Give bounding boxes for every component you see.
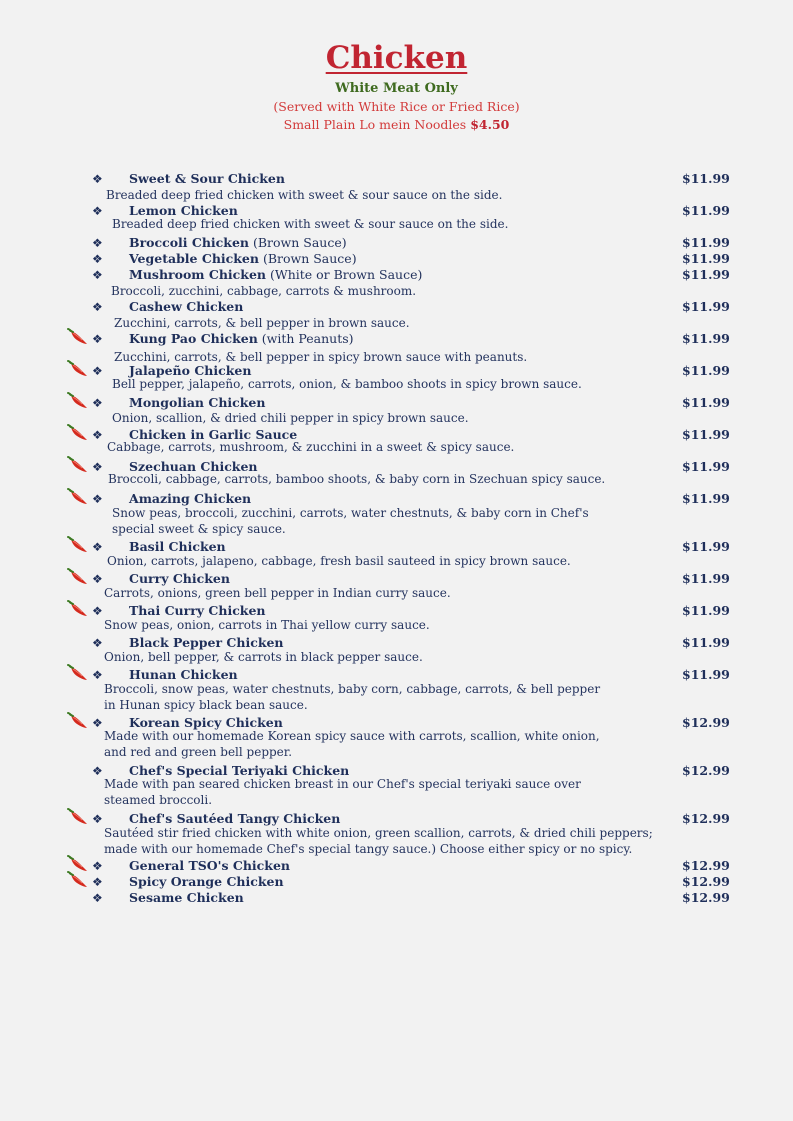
menu-item-title: Chicken in Garlic Sauce [129,427,298,442]
chili-pepper-icon [67,808,89,826]
menu-item-title: Vegetable Chicken [129,251,259,266]
chili-pepper-icon [67,871,89,889]
chili-pepper-icon [67,568,89,586]
diamond-bullet-icon: ❖ [92,636,103,650]
diamond-bullet-icon: ❖ [92,252,103,266]
diamond-bullet-icon: ❖ [92,492,103,506]
menu-item-note: (Brown Sauce) [249,235,347,250]
menu-item-name [129,858,290,874]
menu-item-title: Spicy Orange Chicken [129,874,284,889]
menu-item-title: Curry Chicken [129,571,230,586]
menu-item-price: $12.99 [682,763,730,778]
menu-item [0,267,793,283]
menu-item-description: Onion, scallion, & dried chili pepper in spicy brown sauce. [112,411,469,425]
menu-item-price: $11.99 [682,171,730,186]
menu-item-price: $11.99 [682,635,730,650]
diamond-bullet-icon: ❖ [92,396,103,410]
page-subtitle: White Meat Only [335,81,458,96]
menu-item-price: $11.99 [682,203,730,218]
menu-item-name [129,890,244,906]
menu-item-description: Snow peas, onion, carrots in Thai yellow curry sauce. [104,618,430,632]
menu-item [0,299,793,315]
menu-item-price: $12.99 [682,858,730,873]
diamond-bullet-icon: ❖ [92,428,103,442]
noodle-price: $4.50 [470,117,510,132]
menu-item-note: (White or Brown Sauce) [266,267,423,282]
menu-item-price: $11.99 [682,667,730,682]
page-title: Chicken [325,40,468,76]
menu-item-name [129,267,422,283]
menu-item [0,251,793,267]
menu-item-note: (Brown Sauce) [258,251,357,266]
chili-pepper-icon [67,600,89,618]
menu-item-description: Cabbage, carrots, mushroom, & zucchini in a sweet & spicy sauce. [107,440,515,454]
menu-item [0,171,793,187]
menu-item-description: Onion, carrots, jalapeno, cabbage, fresh basil sauteed in spicy brown sauce. [107,554,571,568]
menu-item [0,235,793,251]
menu-item-description: Carrots, onions, green bell pepper in Indian curry sauce. [104,586,451,600]
menu-item-title: Mongolian Chicken [129,395,266,410]
menu-item-title: Thai Curry Chicken [129,603,266,618]
menu-item-price: $11.99 [682,235,730,250]
menu-item-price: $11.99 [682,299,730,314]
menu-item-price: $11.99 [682,331,730,346]
diamond-bullet-icon: ❖ [92,812,103,826]
diamond-bullet-icon: ❖ [92,875,103,889]
diamond-bullet-icon: ❖ [92,332,103,346]
menu-item-title: Mushroom Chicken [129,267,266,282]
menu-item-title: General TSO's Chicken [129,858,290,873]
menu-item-title: Kung Pao Chicken [129,331,258,346]
menu-item [0,395,793,411]
chili-pepper-icon [67,664,89,682]
menu-item-description: Snow peas, broccoli, zucchini, carrots, water chestnuts, & baby corn in Chef's [112,506,589,520]
diamond-bullet-icon: ❖ [92,204,103,218]
menu-item-title: Hunan Chicken [129,667,238,682]
menu-item-price: $11.99 [682,363,730,378]
chili-pepper-icon [67,424,89,442]
menu-item-title: Basil Chicken [129,539,226,554]
menu-item-title: Amazing Chicken [129,491,252,506]
menu-item-name [129,299,243,315]
menu-item-description: Onion, bell pepper, & carrots in black pepper sauce. [104,650,423,664]
diamond-bullet-icon: ❖ [92,460,103,474]
menu-item-title: Chef's Special Teriyaki Chicken [129,763,350,778]
diamond-bullet-icon: ❖ [92,268,103,282]
menu-item-price: $11.99 [682,603,730,618]
menu-item [0,858,793,874]
menu-item-description: and red and green bell pepper. [104,745,293,759]
menu-item-title: Korean Spicy Chicken [129,715,283,730]
diamond-bullet-icon: ❖ [92,572,103,586]
chili-pepper-icon [67,392,89,410]
diamond-bullet-icon: ❖ [92,716,103,730]
menu-item-title: Broccoli Chicken [129,235,249,250]
menu-item-description: special sweet & spicy sauce. [112,522,286,536]
menu-item-price: $11.99 [682,267,730,282]
noodle-text: Small Plain Lo mein Noodles [283,117,467,132]
menu-item-description: in Hunan spicy black bean sauce. [104,698,308,712]
diamond-bullet-icon: ❖ [92,364,103,378]
menu-item [0,874,793,890]
menu-item-price: $12.99 [682,715,730,730]
chili-pepper-icon [67,360,89,378]
menu-item-name [129,395,265,411]
menu-item-note: (with Peanuts) [257,331,354,346]
menu-item-price: $12.99 [682,874,730,889]
menu-item-title: Jalapeño Chicken [129,363,252,378]
menu-item-description: Made with our homemade Korean spicy sauce with carrots, scallion, white onion, [104,729,600,743]
menu-item-name [129,331,354,347]
diamond-bullet-icon: ❖ [92,891,103,905]
menu-item-price: $11.99 [682,459,730,474]
chili-pepper-icon [67,712,89,730]
menu-item [0,331,793,347]
diamond-bullet-icon: ❖ [92,604,103,618]
menu-item-description: Broccoli, snow peas, water chestnuts, baby corn, cabbage, carrots, & bell pepper [104,682,601,696]
served-with-note: (Served with White Rice or Fried Rice) [273,99,520,114]
menu-item-price: $12.99 [682,811,730,826]
menu-item-title: Chef's Sautéed Tangy Chicken [129,811,341,826]
menu-item-description: Zucchini, carrots, & bell pepper in brown sauce. [114,316,410,330]
chili-pepper-icon [67,536,89,554]
menu-item-name [129,235,347,251]
diamond-bullet-icon: ❖ [92,540,103,554]
diamond-bullet-icon: ❖ [92,172,103,186]
diamond-bullet-icon: ❖ [92,668,103,682]
menu-item-title: Sesame Chicken [129,890,244,905]
menu-item-name [129,171,285,187]
chili-pepper-icon [67,328,89,346]
menu-item-price: $11.99 [682,539,730,554]
menu-item-name [129,874,284,890]
menu-item-description: Breaded deep fried chicken with sweet & sour sauce on the side. [112,217,509,231]
menu-item-description: steamed broccoli. [104,793,213,807]
menu-item-price: $11.99 [682,491,730,506]
menu-item-title: Cashew Chicken [129,299,244,314]
menu-item-title: Szechuan Chicken [129,459,258,474]
diamond-bullet-icon: ❖ [92,859,103,873]
menu-item-description: made with our homemade Chef's special tangy sauce.) Choose either spicy or no spicy. [104,842,633,856]
menu-item-price: $11.99 [682,395,730,410]
menu-item-description: Sautéed stir fried chicken with white onion, green scallion, carrots, & dried chili peppers; [104,826,653,840]
menu-item-name [129,251,357,267]
menu-item-title: Black Pepper Chicken [129,635,284,650]
menu-item-description: Broccoli, zucchini, cabbage, carrots & mushroom. [111,284,417,298]
menu-item-price: $11.99 [682,251,730,266]
diamond-bullet-icon: ❖ [92,300,103,314]
menu-item-title: Sweet & Sour Chicken [129,171,285,186]
menu-item-price: $12.99 [682,890,730,905]
menu-item-description: Zucchini, carrots, & bell pepper in spicy brown sauce with peanuts. [114,350,528,364]
menu-item-price: $11.99 [682,571,730,586]
noodle-note [0,116,793,134]
menu-item-description: Bell pepper, jalapeño, carrots, onion, & bamboo shoots in spicy brown sauce. [112,377,582,391]
diamond-bullet-icon: ❖ [92,236,103,250]
menu-item-description: Broccoli, cabbage, carrots, bamboo shoots, & baby corn in Szechuan spicy sauce. [108,472,606,486]
menu-item-description: Made with pan seared chicken breast in our Chef's special teriyaki sauce over [104,777,581,791]
menu-item-description: Breaded deep fried chicken with sweet & sour sauce on the side. [106,188,503,202]
chili-pepper-icon [67,488,89,506]
chili-pepper-icon [67,456,89,474]
menu-item-title: Lemon Chicken [129,203,238,218]
diamond-bullet-icon: ❖ [92,764,103,778]
menu-item [0,890,793,906]
menu-item-price: $11.99 [682,427,730,442]
